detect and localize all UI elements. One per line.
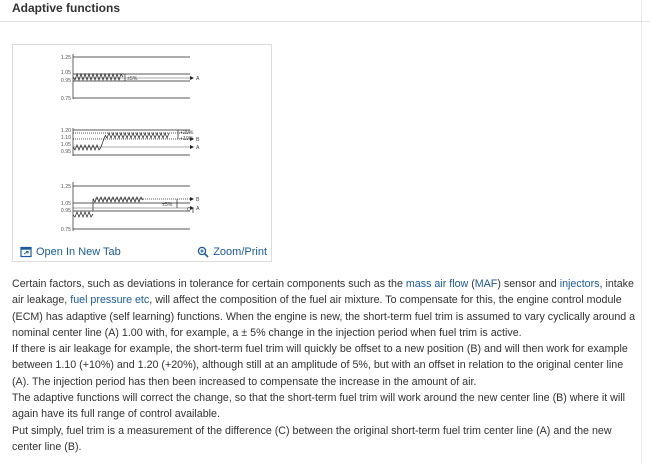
content-border <box>641 0 642 464</box>
panel2-y-label: 1.10 <box>60 135 71 141</box>
panel3-y-label: 1.25 <box>60 184 71 190</box>
title-divider <box>0 21 650 22</box>
panel2-y-label: 0.95 <box>60 149 71 155</box>
panel3-y-label: 1.05 <box>60 201 71 207</box>
panel2-y-label: 1.05 <box>60 142 71 148</box>
panel2-y-label: 1.20 <box>60 128 71 134</box>
zoom-print-link[interactable] <box>197 246 267 258</box>
panel1-y-label: 0.75 <box>60 96 71 102</box>
text-run: ) sensor and <box>497 278 560 290</box>
paragraph-2: If there is air leakage for example, the short-term fuel trim will quickly be offset to a new position (B) and will then work for example between 1.10 (+10%) and 1.20 (+20%), although still at an amplitude of 5%, but with an offset in relation to the original center line (A). The injection period has then been increased to compensate the increase in the amount of air. <box>12 343 628 388</box>
panel1-y-label: 1.25 <box>60 55 71 61</box>
text-run: Certain factors, such as deviations in tolerance for certain components such as the <box>12 278 406 290</box>
fuel-pressure-link[interactable]: fuel pressure etc <box>70 294 150 307</box>
figure-card <box>12 44 272 262</box>
panel3-line-label: B <box>196 197 200 203</box>
panel3-y-label: 0.75 <box>60 227 71 233</box>
panel1-line-label: A <box>196 76 200 82</box>
magnifier-icon <box>197 246 209 258</box>
paragraph-3: The adaptive functions will correct the change, so that the short-term fuel trim will work around the new center line (B) where it will again have its full range of control available. <box>12 392 626 421</box>
panel3-annotation: C <box>187 207 191 213</box>
panel3-y-label: 0.95 <box>60 208 71 214</box>
open-in-new-tab-label: Open In New Tab <box>36 246 121 258</box>
text-run: ( <box>468 278 475 290</box>
page-title: Adaptive functions <box>12 1 121 15</box>
article-body <box>12 276 637 455</box>
text-run: , will affect the composition of the fuel air mixture. To compensate for this, the engine control module (ECM) has adaptive (self learning) functions. When the engine is new, the short-term fuel trim is assumed to vary cyclically around a nominal center line (A) 1.00 with, for example, a ± 5% change in the injection period when fuel trim is active. <box>12 294 636 339</box>
maf-link[interactable]: MAF <box>474 278 498 290</box>
zoom-print-label: Zoom/Print <box>213 246 267 258</box>
panel2-annotation: +10% <box>180 136 194 142</box>
panel3-line-label: A <box>196 206 200 212</box>
new-tab-icon <box>20 246 32 258</box>
panel2-line-label: B <box>196 137 200 143</box>
panel1-annotation: ±5% <box>127 76 138 82</box>
panel1-waveform <box>73 74 123 80</box>
text-run: , intake air leakage, <box>12 278 634 307</box>
mass-air-flow-link[interactable]: mass air flow <box>405 278 469 290</box>
panel2-annotation: +20% <box>180 130 194 136</box>
panel3-annotation: ±5% <box>162 202 173 208</box>
paragraph-1 <box>12 276 637 341</box>
injectors-link[interactable]: injectors <box>559 278 600 290</box>
open-in-new-tab-link[interactable] <box>20 246 121 258</box>
paragraph-4: Put simply, fuel trim is a measurement of the difference (C) between the original short-term fuel trim center line (A) and the new center line (B). <box>12 424 612 453</box>
panel2-line-label: A <box>196 145 200 151</box>
fuel-trim-diagram[interactable] <box>14 46 270 242</box>
panel1-y-label: 0.95 <box>60 78 71 84</box>
panel1-y-label: 1.05 <box>60 70 71 76</box>
